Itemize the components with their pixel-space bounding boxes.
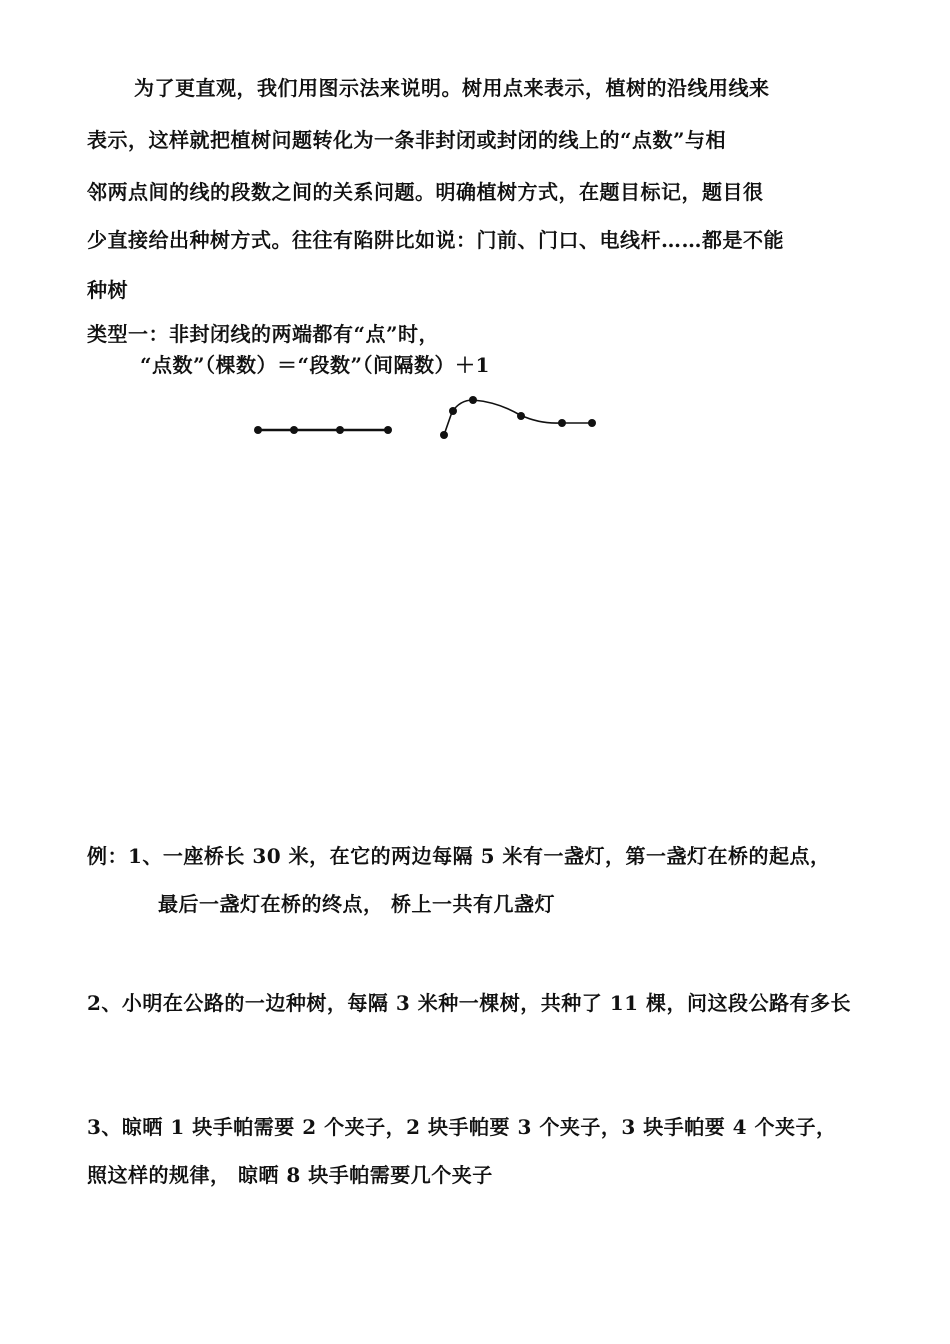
intro-line-3: 邻两点间的线的段数之间的关系问题。明确植树方式，在题目标记，题目很: [87, 180, 764, 204]
type-one-heading: 类型一：非封闭线的两端都有“点”时，: [87, 322, 440, 346]
type-one-formula: “点数”（棵数）＝“段数”（间隔数）＋1: [140, 353, 490, 377]
example-3-line-1: 3、晾晒 1 块手帕需要 2 个夹子，2 块手帕要 3 个夹子，3 块手帕要 4 个夹子，: [87, 1115, 837, 1139]
example-1-line-2: 最后一盏灯在桥的终点， 桥上一共有几盏灯: [158, 892, 555, 916]
tree-point: [254, 426, 262, 434]
tree-planting-figure: [240, 388, 620, 448]
tree-point: [469, 396, 477, 404]
tree-point: [588, 419, 596, 427]
example-2: 2、小明在公路的一边种树，每隔 3 米种一棵树，共种了 11 棵，问这段公路有多长: [87, 991, 852, 1015]
intro-line-4: 少直接给出种树方式。往往有陷阱比如说：门前、门口、电线杆……都是不能: [87, 228, 784, 252]
example-1-line-1: 例：1、一座桥长 30 米，在它的两边每隔 5 米有一盏灯，第一盏灯在桥的起点，: [87, 844, 831, 868]
tree-point: [290, 426, 298, 434]
tree-point: [558, 419, 566, 427]
example-3-line-2: 照这样的规律， 晾晒 8 块手帕需要几个夹子: [87, 1163, 493, 1187]
intro-line-2: 表示，这样就把植树问题转化为一条非封闭或封闭的线上的“点数”与相: [87, 128, 727, 152]
intro-line-1: 为了更直观，我们用图示法来说明。树用点来表示，植树的沿线用线来: [134, 76, 770, 100]
tree-point: [384, 426, 392, 434]
tree-point: [517, 412, 525, 420]
tree-point: [449, 407, 457, 415]
intro-line-5: 种树: [87, 278, 128, 302]
tree-point: [440, 431, 448, 439]
tree-point: [336, 426, 344, 434]
